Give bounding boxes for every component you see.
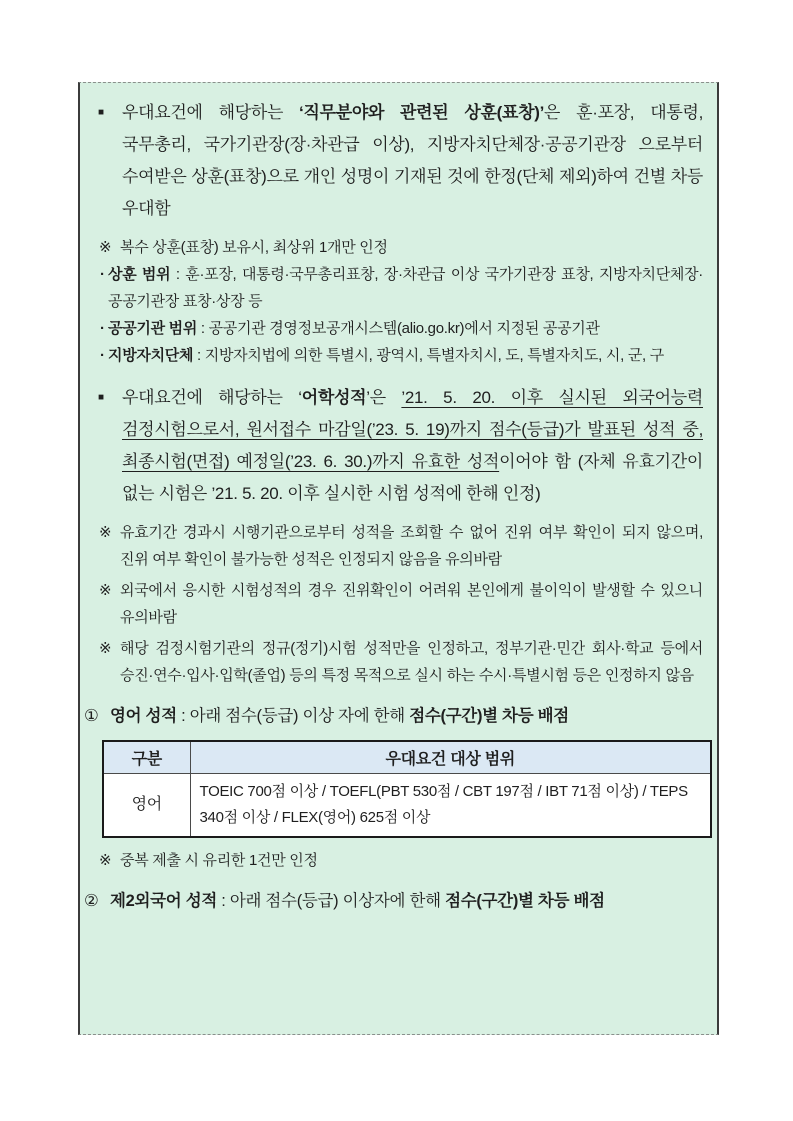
table-header-scope: 우대요건 대상 범위 <box>190 741 711 773</box>
note-duplicate-text <box>120 847 703 874</box>
text-segment: : 아래 점수(등급) 이상자에 한해 <box>217 891 446 910</box>
bullet-award-item <box>96 97 703 225</box>
note-regular-text <box>120 635 703 689</box>
text-segment: : 공공기관 경영정보공개시스템(alio.go.kr)에서 지정된 공공기관 <box>197 320 600 337</box>
text-segment: 점수(구간)별 차등 배점 <box>445 891 605 910</box>
reference-mark-icon: ※ <box>99 524 112 541</box>
text-segment: 은 훈·포장, 대통령, 국무총리, 국가기관장(장·차관급 이상), 지방자치단체장·공공기관장 으로부터 수여받은 상훈(표창)으로 개인 성명이 기재된 것에 한정(단체 제외)하여 건별 차등 우대함 <box>122 103 703 218</box>
text-segment: 점수(구간)별 차등 배점 <box>409 707 569 725</box>
note-foreign <box>96 577 703 631</box>
note-regular <box>96 635 703 689</box>
circled-number-1-icon: ① <box>84 707 99 725</box>
text-segment: 해당 검정시험기관의 정규(정기)시험 성적만을 인정하고, 정부기관·민간 회사·학교 등에서 승진·연수·입사·입학(졸업) 등의 특정 목적으로 실시 하는 수시·특별시험 등은 인정하지 않음 <box>120 640 703 684</box>
sub-item-award-scope <box>96 261 703 315</box>
item-second-language-score <box>84 886 703 916</box>
english-score-table <box>102 740 712 838</box>
reference-mark-icon: ※ <box>99 640 112 657</box>
bullet-award-text <box>122 97 703 225</box>
text-segment: 이어야 함 (자체 유효기간이 없는 시험은 ’21. 5. 20. 이후 실시한 시험 성적에 한해 인정) <box>122 452 703 503</box>
sub-item-award-scope-text <box>108 261 703 315</box>
note-duplicate <box>96 847 703 874</box>
note-multiple-awards-text <box>120 234 703 261</box>
text-segment: ’21. 5. 20. 이후 실시된 외국어능력 검정시험으로서, 원서접수 마감일(’23. 5. 19)까지 점수(등급)가 발표된 성적 중, 최종시험(면접) 예정일(’23. 6. 30.)까지 유효한 성적 <box>122 388 703 471</box>
note-foreign-text <box>120 577 703 631</box>
dot-marker-icon: · <box>100 320 105 337</box>
text-segment: 제2외국어 성적 <box>110 891 217 910</box>
bullet-language-text <box>122 382 703 510</box>
square-bullet-icon: ■ <box>98 392 104 403</box>
item-english-score <box>84 701 703 731</box>
note-validity-text <box>120 519 703 573</box>
text-segment: 우대요건에 해당하는 ‘ <box>122 388 302 407</box>
text-segment: 상훈 범위 <box>108 266 171 283</box>
text-segment: : 지방자치법에 의한 특별시, 광역시, 특별자치시, 도, 특별자치도, 시, 군, 구 <box>193 347 664 364</box>
table-header-category: 구분 <box>103 741 190 773</box>
table-row <box>103 773 711 837</box>
reference-mark-icon: ※ <box>99 582 112 599</box>
text-segment: ’은 <box>366 388 402 407</box>
text-segment: 복수 상훈(표창) 보유시, 최상위 1개만 인정 <box>120 239 388 256</box>
item-second-language-text <box>110 886 703 916</box>
reference-mark-icon: ※ <box>99 239 112 256</box>
note-multiple-awards <box>96 234 703 261</box>
text-segment: 영어 성적 <box>110 707 177 725</box>
text-segment: 중복 제출 시 유리한 1건만 인정 <box>120 851 318 869</box>
sub-item-public-org-text <box>108 315 703 342</box>
sub-item-local-gov <box>96 342 703 369</box>
text-segment: 유효기간 경과시 시행기관으로부터 성적을 조회할 수 없어 진위 여부 확인이 되지 않으며, 진위 여부 확인이 불가능한 성적은 인정되지 않음을 유의바람 <box>120 524 703 568</box>
text-segment: : 훈·포장, 대통령·국무총리표창, 장·차관급 이상 국가기관장 표창, 지방자치단체장·공공기관장 표창·상장 등 <box>108 266 703 310</box>
text-segment: 외국에서 응시한 시험성적의 경우 진위확인이 어려워 본인에게 불이익이 발생할 수 있으니 유의바람 <box>120 582 703 626</box>
text-segment: ‘직무분야와 관련된 상훈(표창)’ <box>299 103 544 122</box>
table-header-row <box>103 741 711 773</box>
note-validity <box>96 519 703 573</box>
sub-item-public-org <box>96 315 703 342</box>
circled-number-2-icon: ② <box>84 891 99 910</box>
dot-marker-icon: · <box>100 266 105 283</box>
text-segment: : 아래 점수(등급) 이상 자에 한해 <box>176 707 410 725</box>
text-segment: 어학성적 <box>301 388 367 407</box>
text-segment: 지방자치단체 <box>108 347 194 364</box>
square-bullet-icon: ■ <box>98 107 104 118</box>
item-english-score-text <box>110 701 703 731</box>
bullet-language-item <box>96 382 703 510</box>
text-segment: 공공기관 범위 <box>108 320 198 337</box>
dot-marker-icon: · <box>100 347 105 364</box>
reference-mark-icon: ※ <box>99 851 112 869</box>
notice-panel <box>78 82 719 1035</box>
text-segment: 우대요건에 해당하는 <box>122 103 300 122</box>
table-cell-scores: TOEIC 700점 이상 / TOEFL(PBT 530점 / CBT 197점 / IBT 71점 이상) / TEPS 340점 이상 / FLEX(영어) 625점 이상 <box>190 773 711 837</box>
table-cell-language: 영어 <box>103 773 190 837</box>
sub-item-local-gov-text <box>108 342 703 369</box>
